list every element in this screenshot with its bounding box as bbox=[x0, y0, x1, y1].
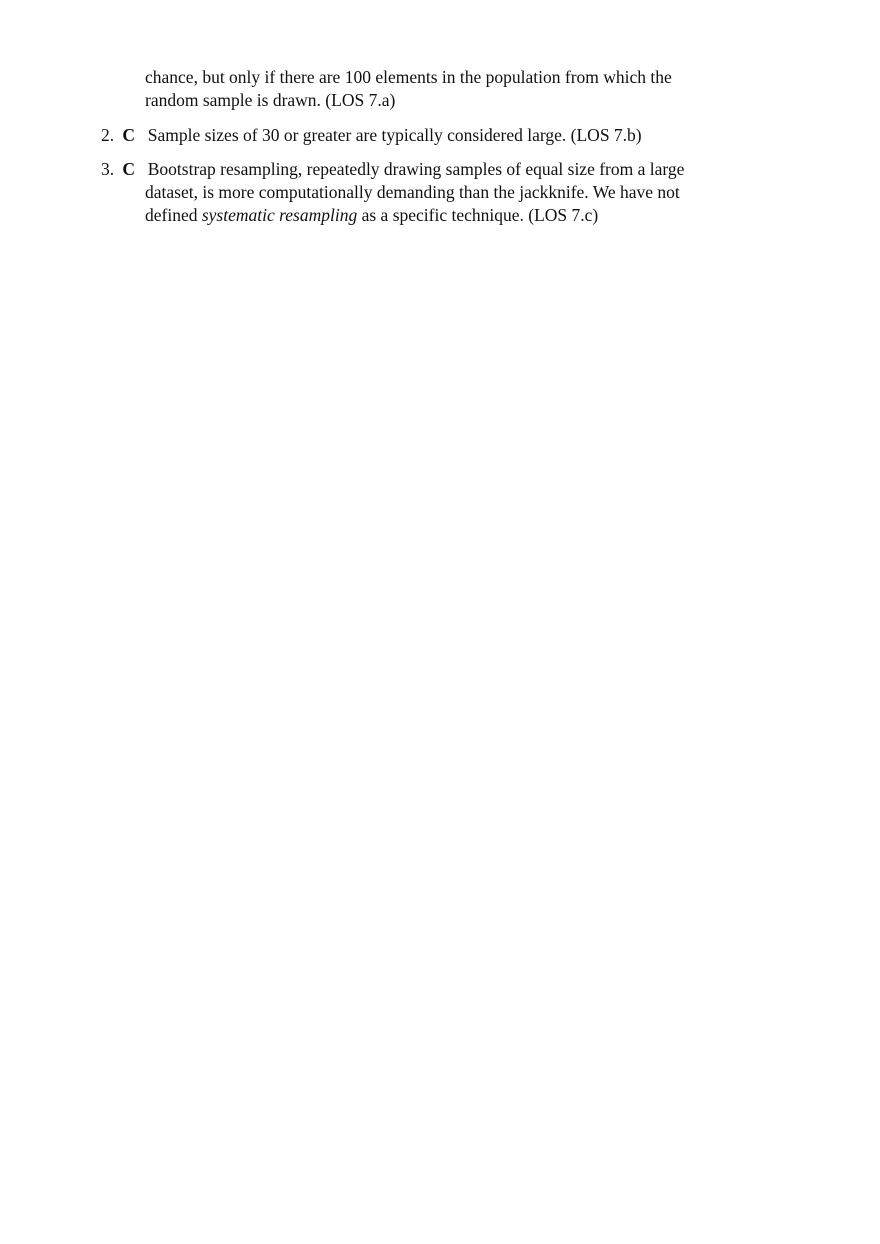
answer-3-italic-term: systematic resampling bbox=[201, 205, 358, 225]
answer-3-line-3-prefix: defined bbox=[145, 205, 202, 225]
answer-3-number: 3. bbox=[101, 159, 115, 179]
answer-3-line-1: Bootstrap resampling, repeatedly drawing samples of equal size from a large bbox=[147, 159, 685, 179]
answer-1-line-2: random sample is drawn. (LOS 7.a) bbox=[145, 90, 396, 110]
answer-1-continuation bbox=[145, 66, 785, 112]
answer-2-text: Sample sizes of 30 or greater are typically considered large. (LOS 7.b) bbox=[147, 125, 642, 145]
answer-2 bbox=[101, 124, 771, 147]
answer-2-number: 2. bbox=[101, 125, 115, 145]
answer-3-line-3 bbox=[101, 204, 771, 227]
answer-1-line-1: chance, but only if there are 100 elements in the population from which the bbox=[145, 67, 672, 87]
answer-3-key: C bbox=[122, 159, 136, 179]
answer-2-key: C bbox=[122, 125, 136, 145]
answer-3-line-2: dataset, is more computationally demanding than the jackknife. We have not bbox=[145, 182, 680, 202]
answer-3-line-3-suffix: as a specific technique. (LOS 7.c) bbox=[357, 205, 599, 225]
answer-3 bbox=[101, 158, 771, 227]
